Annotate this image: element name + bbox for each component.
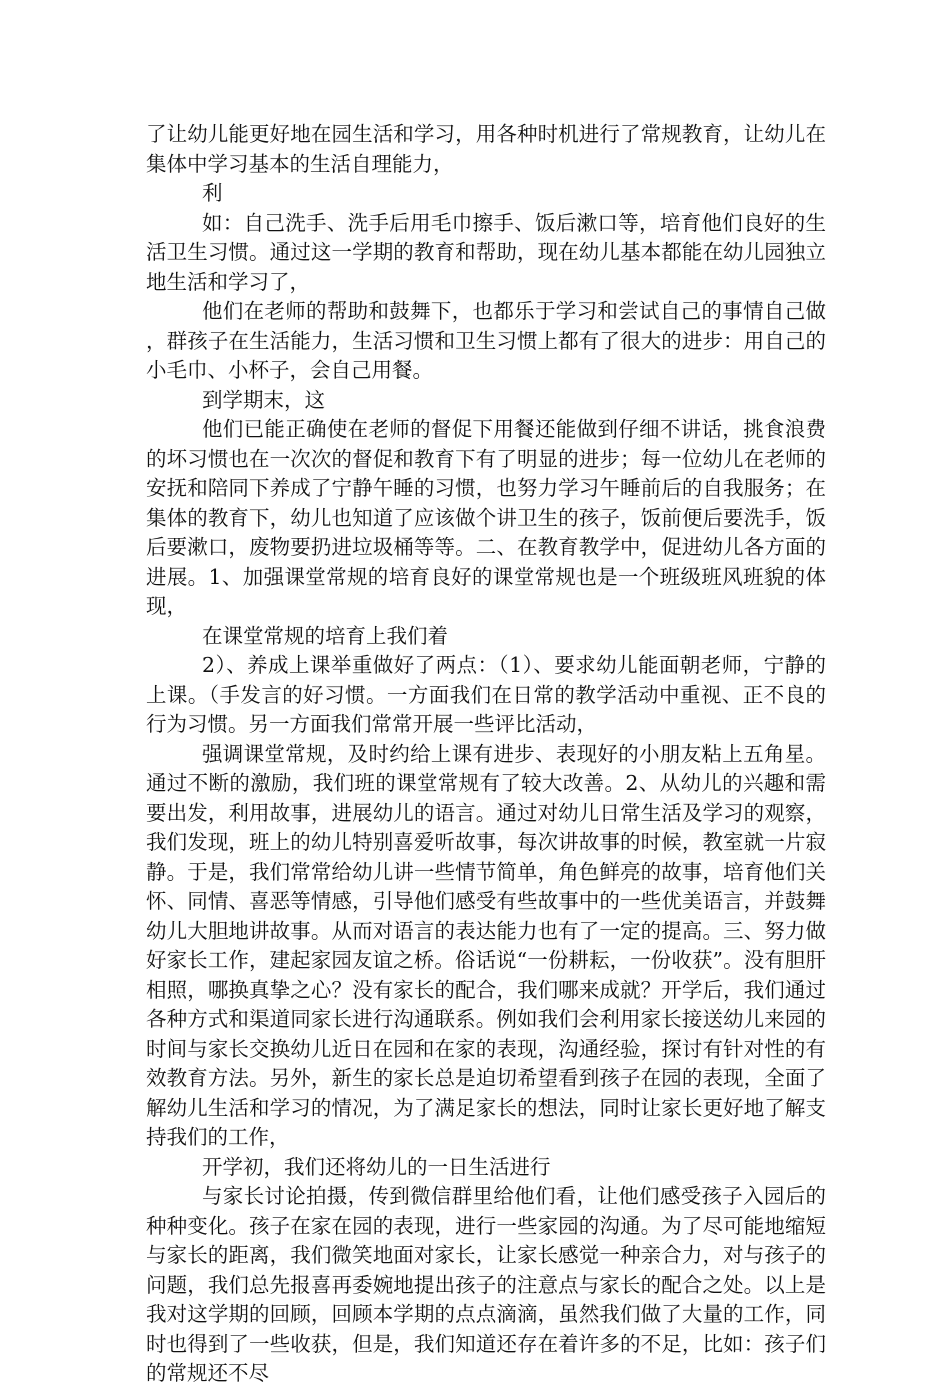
paragraph-5: 到学期末，这 [202,387,325,412]
paragraph-9: 强调课堂常规，及时约给上课有进步、表现好的小朋友粘上五角星。通过不断的激励，我们班的课堂常规有了较大改善。2、从幼儿的兴趣和需要出发，利用故事，进展幼儿的语言。通过对幼儿日常生活及学习的观察，我们发现，班上的幼儿特别喜爱听故事，每次讲故事的时候，教室就一片寂静。于是，我们常常给幼儿讲一些情节简单，角色鲜亮的故事，培育他们关怀、同情、喜恶等情感，引导他们感受有些故事中的一些优美语言，并鼓舞幼儿大胆地讲故事。从而对语言的表达能力也有了一定的提高。三、努力做好家长工作，建起家园友谊之桥。俗话说“一份耕耘，一份收获”。没有胆肝相照，哪换真挚之心？没有家长的配合，我们哪来成就？开学后，我们通过各种方式和渠道同家长进行沟通联系。例如我们会利用家长接送幼儿来园的时间与家长交换幼儿近日在园和在家的表现，沟通经验，探讨有针对性的有效教育方法。另外，新生的家长总是迫切希望看到孩子在园的表现，全面了解幼儿生活和学习的情况，为了满足家长的想法，同时让家长更好地了解支持我们的工作， [146,741,826,1149]
paragraph-10: 开学初，我们还将幼儿的一日生活进行 [202,1154,551,1179]
paragraph-4: 他们在老师的帮助和鼓舞下，也都乐于学习和尝试自己的事情自己做，群孩子在生活能力，生活习惯和卫生习惯上都有了很大的进步：用自己的小毛巾、小杯子，会自己用餐。 [146,299,826,382]
paragraph-8: 2）、养成上课举重做好了两点：（1）、要求幼儿能面朝老师，宁静的上课。（手发言的好习惯。一方面我们在日常的教学活动中重视、正不良的行为习惯。另一方面我们常常开展一些评比活动， [146,653,826,736]
paragraph-11: 与家长讨论拍摄，传到微信群里给他们看，让他们感受孩子入园后的种种变化。孩子在家在园的表现，进行一些家园的沟通。为了尽可能地缩短与家长的距离，我们微笑地面对家长，让家长感觉一种亲合力，对与孩子的问题，我们总先报喜再委婉地提出孩子的注意点与家长的配合之处。以上是我对这学期的回顾，回顾本学期的点点滴滴，虽然我们做了大量的工作，同时也得到了一些收获，但是，我们知道还存在着许多的不足，比如：孩子们的常规还不尽 [146,1184,826,1385]
paragraph-1: 了让幼儿能更好地在园生活和学习，用各种时机进行了常规教育，让幼儿在集体中学习基本的生活自理能力， [146,122,826,176]
paragraph-7: 在课堂常规的培育上我们着 [202,623,448,648]
paragraph-6: 他们已能正确使在老师的督促下用餐还能做到仔细不讲话，挑食浪费的坏习惯也在一次次的督促和教育下有了明显的进步；每一位幼儿在老师的安抚和陪同下养成了宁静午睡的习惯，也努力学习午睡前后的自我服务；在集体的教育下，幼儿也知道了应该做个讲卫生的孩子，饭前便后要洗手，饭后要漱口，废物要扔进垃圾桶等等。二、在教育教学中，促进幼儿各方面的进展。1、加强课堂常规的培育良好的课堂常规也是一个班级班风班貌的体现， [146,417,826,618]
paragraph-2: 利 [202,181,223,205]
document-body [146,120,826,1389]
paragraph-3: 如：自己洗手、洗手后用毛巾擦手、饭后漱口等，培育他们良好的生活卫生习惯。通过这一学期的教育和帮助，现在幼儿基本都能在幼儿园独立地生活和学习了， [146,210,826,294]
